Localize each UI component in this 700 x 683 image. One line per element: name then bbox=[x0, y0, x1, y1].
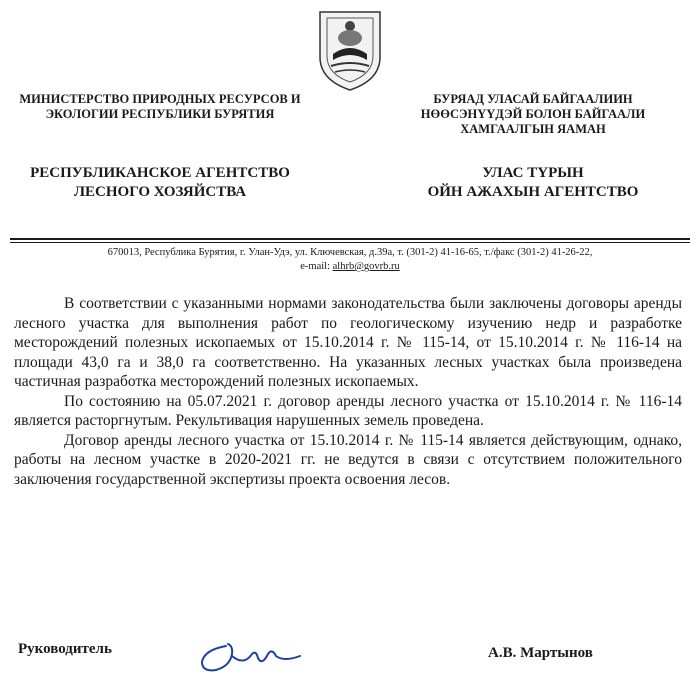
email-line bbox=[10, 260, 690, 274]
address-block bbox=[10, 246, 690, 274]
agency-line: РЕСПУБЛИКАНСКОЕ АГЕНТСТВО bbox=[30, 165, 290, 181]
ministry-line: МИНИСТЕРСТВО ПРИРОДНЫХ РЕСУРСОВ И bbox=[19, 92, 301, 106]
header-divider-thin bbox=[10, 242, 690, 243]
ministry-buryat-line: БУРЯАД УЛАСАЙ БАЙГААЛИИН bbox=[433, 92, 633, 106]
agency-line: ЛЕСНОГО ХОЗЯЙСТВА bbox=[73, 184, 247, 200]
email-label: e-mail: bbox=[300, 261, 330, 272]
ministry-line: ЭКОЛОГИИ РЕСПУБЛИКИ БУРЯТИЯ bbox=[45, 107, 275, 121]
agency-buryat-line: ОЙН АЖАХЫН АГЕНТСТВО bbox=[427, 184, 639, 200]
signatory-title: Руководитель bbox=[18, 641, 112, 657]
ministry-name bbox=[10, 92, 310, 122]
republic-emblem-icon bbox=[315, 2, 385, 92]
body-paragraph: По состоянию на 05.07.2021 г. договор аренды лесного участка от 15.10.2014 г. № 116-14 является расторгнутым. Рекультивация нарушенных земель проведена. bbox=[14, 392, 682, 429]
body-paragraph: Договор аренды лесного участка от 15.10.2014 г. № 115-14 является действующим, однако, работы на лесном участке в 2020-2021 гг. не ведутся в связи с отсутствием положительного заключения государственной экспертизы проекта освоения лесов. bbox=[14, 431, 682, 488]
ministry-name-buryat bbox=[378, 92, 688, 137]
ministry-buryat-line: ХАМГААЛГЫН ЯАМАН bbox=[460, 122, 606, 136]
email-link[interactable]: alhrb@govrb.ru bbox=[332, 261, 400, 272]
agency-name bbox=[10, 164, 310, 202]
agency-name-buryat bbox=[378, 164, 688, 202]
signatory-name: А.В. Мартынов bbox=[488, 645, 593, 661]
header-divider-thick bbox=[10, 238, 690, 240]
letter-body bbox=[14, 294, 682, 489]
ministry-buryat-line: НӨӨСЭНҮҮДЭЙ БОЛОН БАЙГААЛИ bbox=[420, 107, 646, 121]
agency-buryat-line: УЛАС ТҮРЫН bbox=[482, 165, 584, 181]
handwritten-signature-icon bbox=[196, 632, 306, 677]
postal-address: 670013, Республика Бурятия, г. Улан-Удэ, ул. Ключевская, д.39а, т. (301-2) 41-16-65, т./факс (301-2) 41-26-22, bbox=[107, 247, 593, 258]
body-paragraph: В соответствии с указанными нормами законодательства были заключены договоры аренды лесного участка для выполнения работ по геологическому изучению недр и разработке месторождений полезных ископаемых от 15.10.2014 г. № 115-14, от 15.10.2014 г. № 116-14 на площади 43,0 га и 38,0 га соответственно. На указанных лесных участках была произведена частичная разработка месторождений полезных ископаемых. bbox=[14, 295, 682, 390]
